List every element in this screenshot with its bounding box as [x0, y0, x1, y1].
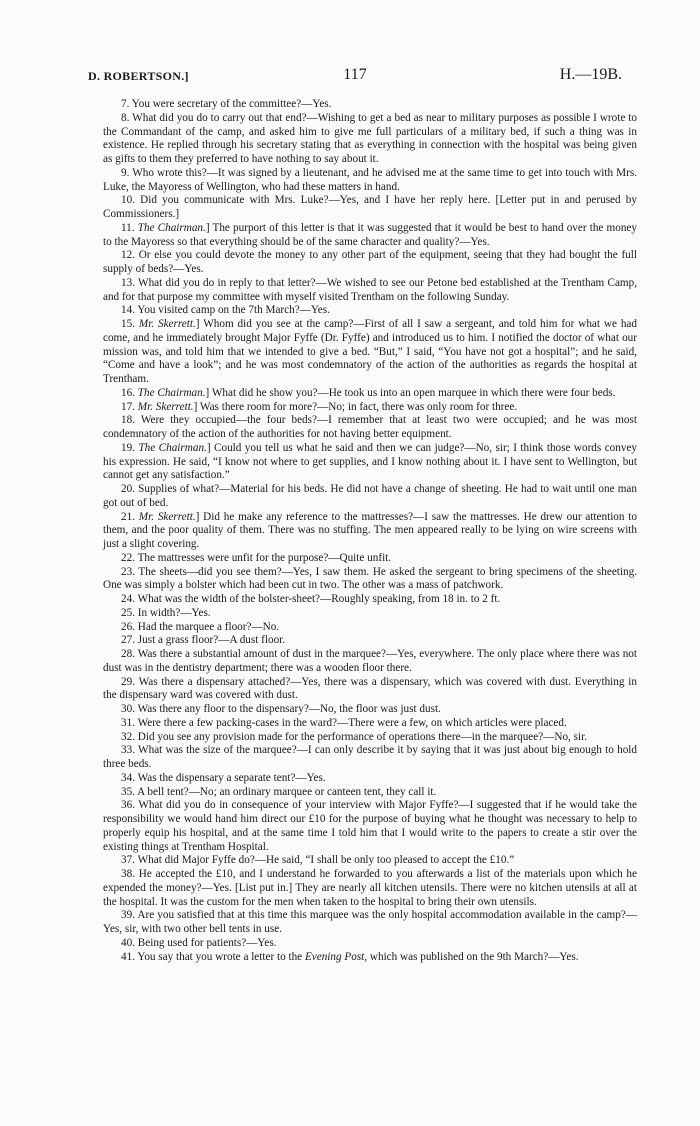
speaker-name: Mr. Skerrett.	[137, 400, 194, 413]
paragraph-text: 31. Were there a few packing-cases in the ward?—There were a few, on which articles were placed.	[121, 716, 567, 729]
paragraph-text: 36. What did you do in consequence of your interview with Major Fyffe?—I suggested that if he would take the responsibility we would hand him direct our £10 for the purpose of buying what he thought was necessary to help to properly equip his hospital, and at the same time I told him that I would write to the papers to create a stir over the existing things at Trentham Hospital.	[103, 799, 637, 853]
question-paragraph	[103, 401, 637, 415]
question-paragraph	[103, 112, 637, 167]
testimony-body	[103, 98, 637, 964]
question-paragraph	[103, 717, 637, 731]
paragraph-text: 23. The sheets—did you see them?—Yes, I saw them. He asked the sergeant to bring specimens of the sheeting. One was simply a bolster which had been cut in two. The other was a mass of patchwork.	[103, 565, 637, 592]
paragraph-text: 14. You visited camp on the 7th March?—Yes.	[121, 304, 330, 317]
paragraph-text: 25. In width?—Yes.	[121, 606, 211, 619]
paragraph-text: 24. What was the width of the bolster-sheet?—Roughly speaking, from 18 in. to 2 ft.	[121, 593, 501, 605]
question-paragraph	[103, 676, 637, 704]
question-paragraph	[103, 634, 637, 648]
speaker-name: Mr. Skerrett.	[138, 318, 196, 330]
question-paragraph	[103, 194, 637, 222]
question-paragraph	[103, 799, 637, 854]
question-paragraph	[103, 909, 637, 937]
paragraph-text: 18. Were they occupied—the four beds?—I remember that at least two were occupied; and he was most condemnatory of the action of the authorities for not having better equipment.	[103, 414, 637, 440]
paragraph-text: 19.	[121, 441, 139, 454]
paragraph-text: 26. Had the marquee a floor?—No.	[121, 620, 280, 633]
question-paragraph	[103, 731, 637, 745]
paragraph-text: 9. Who wrote this?—It was signed by a lieutenant, and he advised me at the same time to get into touch with Mrs. Luke, the Mayoress of Wellington, who had these matters in hand.	[103, 166, 637, 193]
question-paragraph	[103, 442, 637, 483]
paragraph-text: which was published on the 9th March?—Yes.	[367, 950, 579, 963]
question-paragraph	[103, 304, 637, 318]
paragraph-text: 15.	[121, 318, 139, 330]
speaker-name: Mr. Skerrett.	[138, 510, 196, 523]
paragraph-text: 12. Or else you could devote the money to any other part of the equipment, seeing that they had bought the full supply of beds?—Yes.	[103, 249, 637, 275]
paragraph-text: 7. You were secretary of the committee?—Yes.	[121, 98, 332, 110]
paragraph-text: 16.	[121, 386, 138, 399]
question-paragraph	[103, 318, 637, 387]
question-paragraph	[103, 387, 637, 401]
page-number: 117	[343, 66, 367, 83]
paragraph-text: 27. Just a grass floor?—A dust floor.	[121, 634, 286, 647]
question-paragraph	[103, 854, 637, 868]
paragraph-text: ] Did he make any reference to the mattresses?—I saw the mattresses. He drew our attention to them, and the poor quality of them. There was no stuffing. The men appeared really to be lying on wire screens with just a slight covering.	[103, 510, 638, 550]
paragraph-text: 8. What did you do to carry out that end?—Wishing to get a bed as near to military purposes as possible I wrote to the Commandant of the camp, and asked him to give me full particulars of a military bed, if such a thing was in existence. He replied through his secretary stating that as everything in connection with the hospital was being given as gifts to them they preferred to have nothing to say about it.	[103, 111, 637, 165]
speaker-name: The Chairman.	[138, 441, 207, 454]
paragraph-text: 37. What did Major Fyffe do?—He said, “I shall be only too pleased to accept the £10.”	[121, 854, 515, 867]
question-paragraph	[103, 648, 637, 676]
page-header	[88, 66, 622, 88]
paragraph-text: 17.	[121, 400, 138, 413]
paragraph-text: 32. Did you see any provision made for the performance of operations there—in the marquee?—No, sir.	[121, 730, 588, 743]
question-paragraph	[103, 249, 637, 277]
paragraph-text: ] The purport of this letter is that it was suggested that it would be best to hand over the money to the Mayoress so that everything should be of the same character and quality?—Yes.	[103, 221, 637, 248]
question-paragraph	[103, 744, 637, 772]
question-paragraph	[103, 593, 637, 607]
question-paragraph	[103, 552, 637, 566]
question-paragraph	[103, 703, 637, 717]
question-paragraph	[103, 483, 637, 511]
speaker-name: Evening Post,	[304, 950, 368, 963]
paragraph-text: 30. Was there any floor to the dispensary?—No, the floor was just dust.	[121, 703, 441, 715]
paragraph-text: 21.	[121, 510, 139, 523]
speaker-name: The Chairman.	[137, 221, 206, 234]
question-paragraph	[103, 937, 637, 951]
question-paragraph	[103, 167, 637, 195]
question-paragraph	[103, 566, 637, 594]
paragraph-text: 29. Was there a dispensary attached?—Yes, there was a dispensary, which was covered with dust. Everything in the dispensary ward was covered with dust.	[103, 675, 637, 702]
document-reference: H.—19B.	[559, 66, 622, 83]
paragraph-text: ] Was there room for more?—No; in fact, there was only room for three.	[193, 400, 518, 413]
paragraph-text: 22. The mattresses were unfit for the purpose?—Quite unfit.	[121, 551, 392, 564]
witness-name: D. ROBERTSON.]	[88, 69, 189, 83]
paragraph-text: 40. Being used for patients?—Yes.	[121, 936, 277, 949]
paragraph-text: 11.	[121, 221, 138, 234]
question-paragraph	[103, 222, 637, 250]
paragraph-text: 39. Are you satisfied that at this time this marquee was the only hospital accommodation available in the camp?—Yes, sir, with two other bell tents in use.	[103, 909, 637, 935]
paragraph-text: 41. You say that you wrote a letter to the	[121, 950, 305, 963]
question-paragraph	[103, 414, 637, 442]
question-paragraph	[103, 868, 637, 909]
speaker-name: The Chairman.	[137, 386, 206, 399]
paragraph-text: 33. What was the size of the marquee?—I can only describe it by saying that it was just about big enough to hold three beds.	[103, 744, 637, 770]
paragraph-text: ] Whom did you see at the camp?—First of all I saw a sergeant, and told him for what we had come, and he immediately brought Major Fyffe (Dr. Fyffe) and introduced us to him. I notified the doctor of what our mission was, and told him that we intended to give a bed. “But,” I said, “You have not got a hospital”; and he said, “Come and have a look”; and he was most condemnatory of the action of the authorities as regards the hospital at Trentham.	[103, 318, 637, 385]
question-paragraph	[103, 511, 637, 552]
paragraph-text: 28. Was there a substantial amount of dust in the marquee?—Yes, everywhere. The only place where there was not dust was in the dentistry department; there was a wooden floor there.	[103, 648, 637, 674]
paragraph-text: 35. A bell tent?—No; an ordinary marquee or canteen tent, they call it.	[121, 785, 437, 798]
question-paragraph	[103, 607, 637, 621]
paragraph-text: 34. Was the dispensary a separate tent?—Yes.	[121, 771, 326, 784]
paragraph-text: 38. He accepted the £10, and I understand he forwarded to you afterwards a list of the materials upon which he expended the money?—Yes. [List put in.] They are nearly all kitchen utensils. There were no kitchen utensils at all at the hospital. It was the custom for the men when taken to the hospital to bring their own utensils.	[103, 868, 637, 908]
question-paragraph	[103, 772, 637, 786]
question-paragraph	[103, 621, 637, 635]
paragraph-text: ] Could you tell us what he said and then we can judge?—No, sir; I think those words convey his expression. He said, “I know not where to get supplies, and I know nothing about it. I have sent to Wellington, but cannot get any satisfaction.”	[103, 441, 638, 482]
paragraph-text: 13. What did you do in reply to that letter?—We wished to see our Petone bed established at the Trentham Camp, and for that purpose my committee with myself visited Trentham on the following Sunday.	[103, 276, 637, 303]
question-paragraph	[103, 951, 637, 965]
question-paragraph	[103, 98, 637, 112]
paragraph-text: 10. Did you communicate with Mrs. Luke?—Yes, and I have her reply here. [Letter put in and perused by Commissioners.]	[103, 194, 637, 220]
question-paragraph	[103, 277, 637, 305]
paragraph-text: 20. Supplies of what?—Material for his beds. He did not have a change of sheeting. He had to wait until one man got out of bed.	[103, 483, 637, 509]
question-paragraph	[103, 786, 637, 800]
paragraph-text: ] What did he show you?—He took us into an open marquee in which there were four beds.	[205, 386, 616, 399]
